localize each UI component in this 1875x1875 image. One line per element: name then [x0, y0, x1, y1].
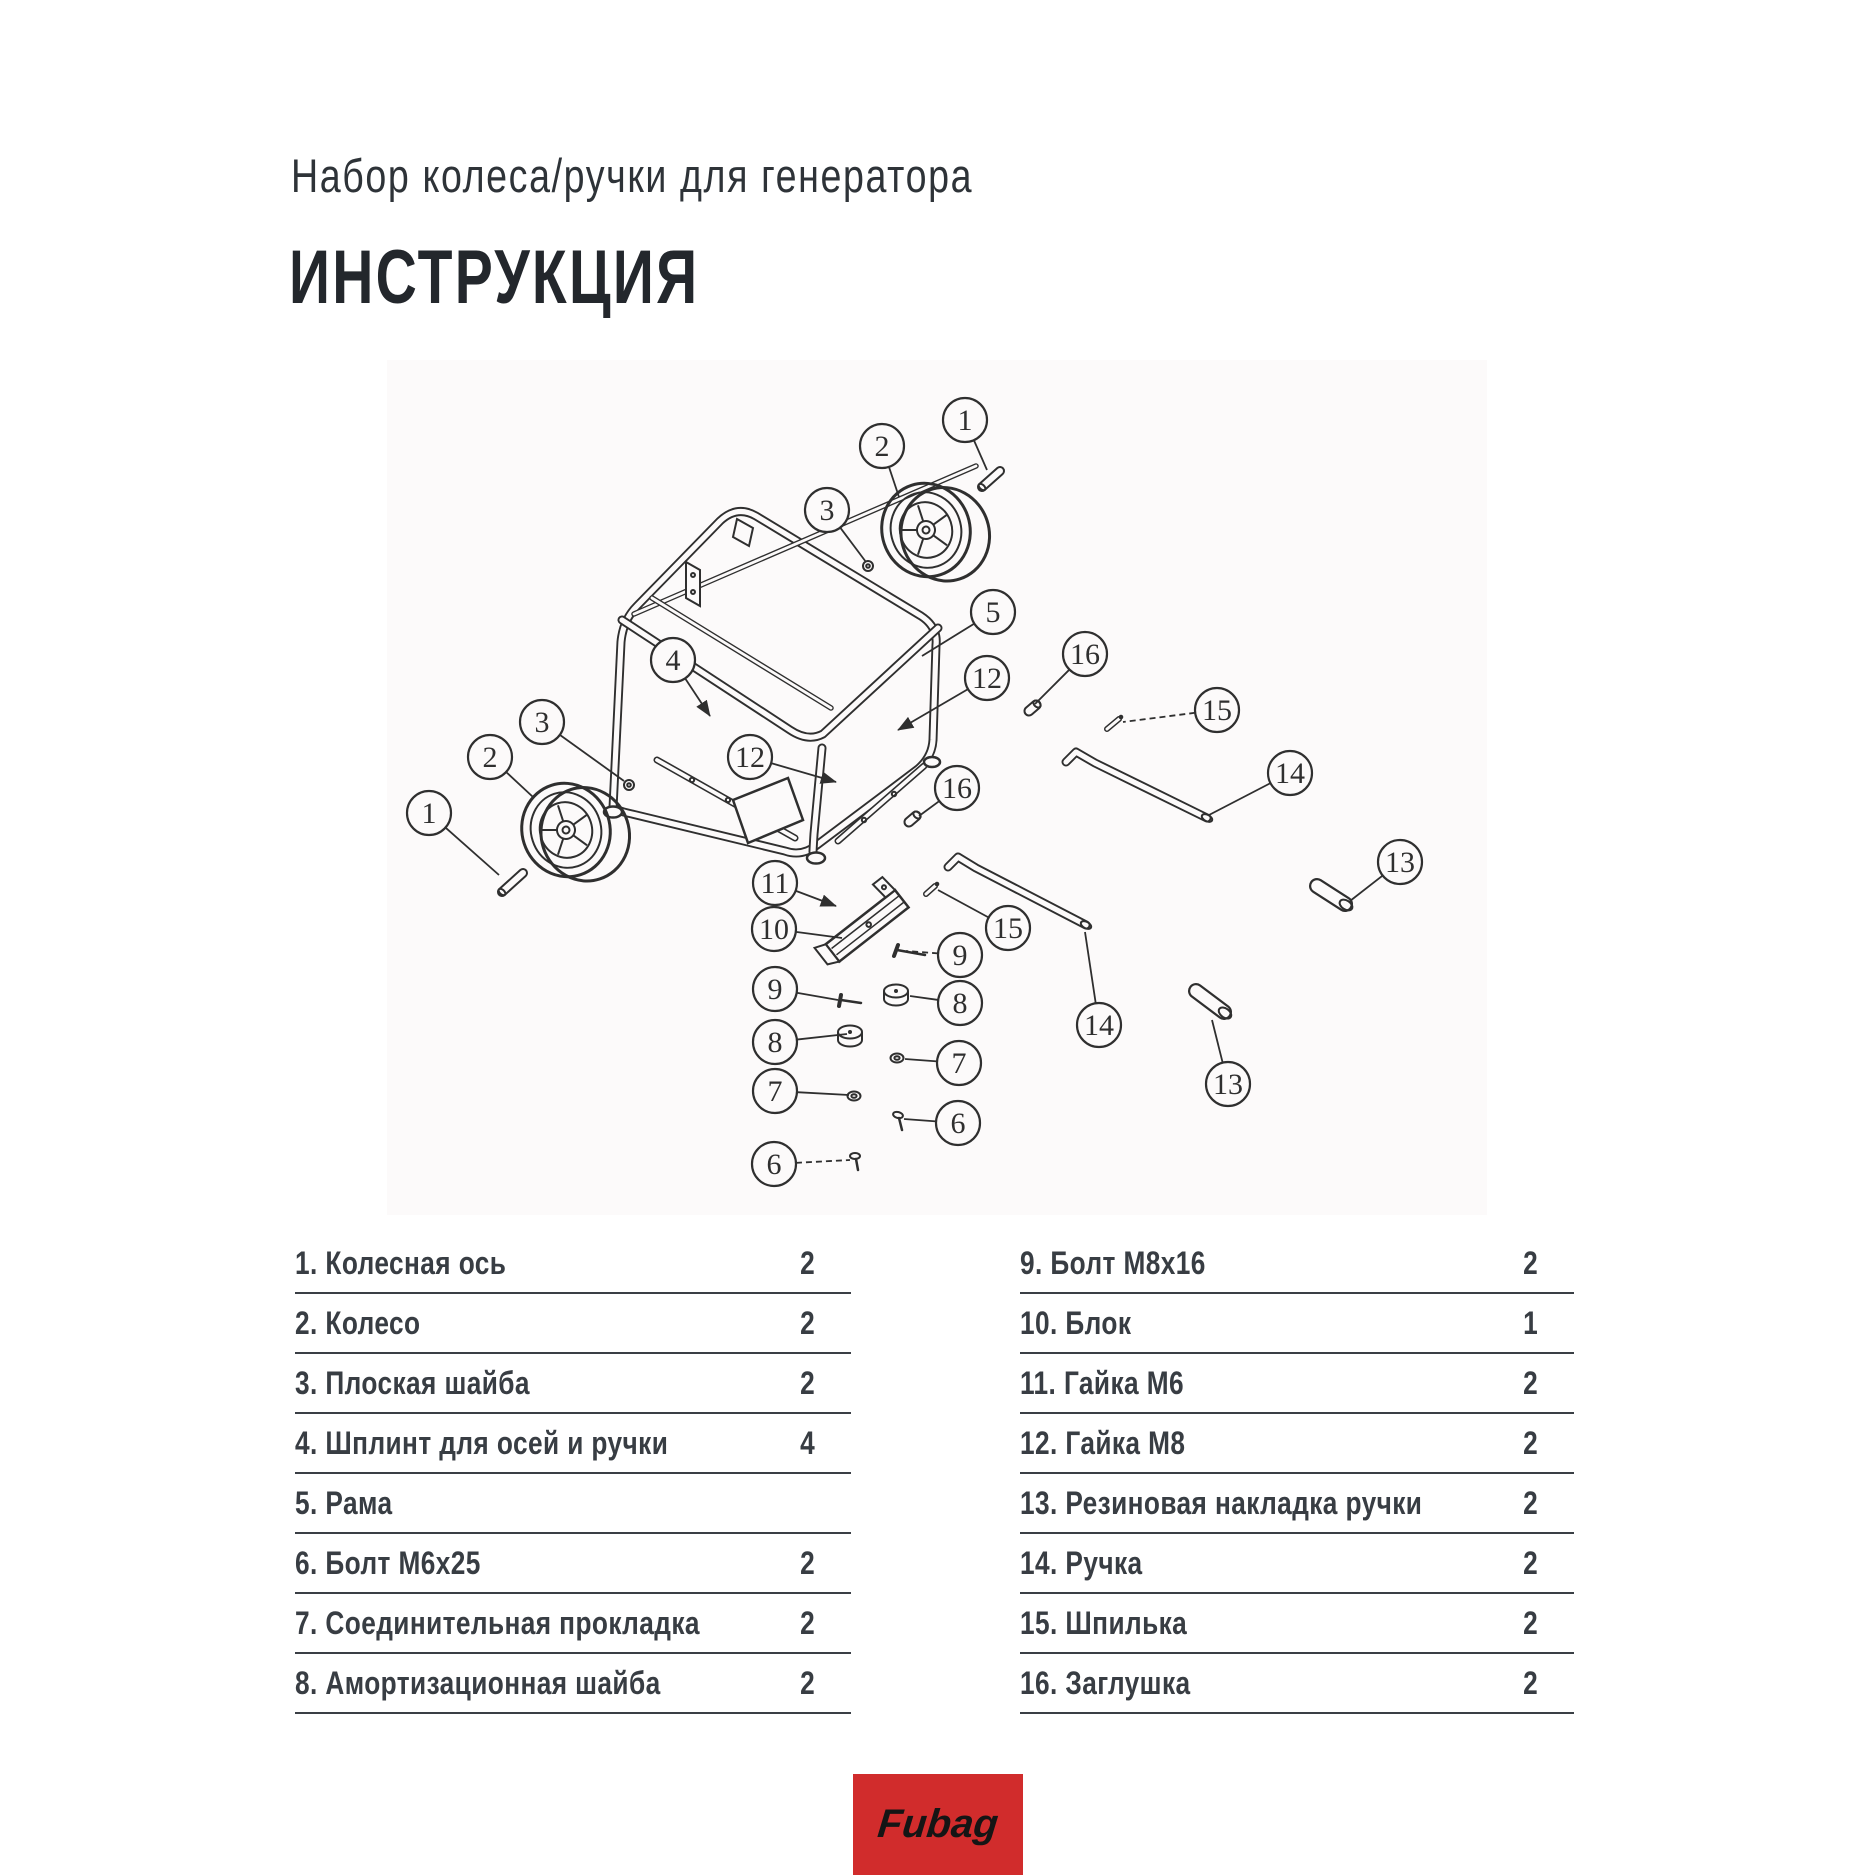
part-qty: 2: [800, 1364, 815, 1401]
svg-text:13: 13: [1385, 846, 1415, 879]
shock-washer-drawing-left: [838, 1026, 862, 1047]
gasket-drawing-left: [848, 1092, 861, 1101]
svg-text:16: 16: [942, 772, 972, 805]
part-label: 5. Рама: [295, 1484, 393, 1521]
table-row: [1020, 1474, 1574, 1534]
table-row: [295, 1654, 851, 1714]
part-qty: 2: [800, 1544, 815, 1581]
brand-logo: [853, 1774, 1023, 1875]
table-row: [1020, 1294, 1574, 1354]
svg-text:16: 16: [1070, 638, 1100, 671]
table-row: [295, 1534, 851, 1594]
part-qty: 2: [1523, 1244, 1538, 1281]
svg-text:6: 6: [766, 1148, 782, 1181]
part-qty: 2: [1523, 1484, 1538, 1521]
part-label: 14. Ручка: [1020, 1544, 1143, 1581]
callout-11: [753, 861, 836, 906]
part-qty: 2: [1523, 1544, 1538, 1581]
svg-text:3: 3: [819, 494, 835, 527]
svg-text:8: 8: [767, 1026, 783, 1059]
svg-text:6: 6: [950, 1107, 966, 1140]
callout-8: [910, 981, 982, 1025]
svg-text:2: 2: [482, 741, 498, 774]
callout-12: [898, 656, 1009, 730]
table-row: [295, 1234, 851, 1294]
part-qty: 2: [1523, 1664, 1538, 1701]
callout-13: [1350, 840, 1422, 901]
part-label: 8. Амортизационная шайба: [295, 1664, 661, 1701]
svg-text:14: 14: [1084, 1009, 1114, 1042]
callout-1: [943, 398, 987, 470]
parts-table-left: [295, 1234, 851, 1714]
callout-9: [906, 933, 982, 977]
stud-drawing-upper: [1107, 715, 1123, 729]
part-label: 1. Колесная ось: [295, 1244, 507, 1281]
part-label: 16. Заглушка: [1020, 1664, 1191, 1701]
svg-text:3: 3: [534, 706, 550, 739]
callout-6: [752, 1142, 850, 1186]
table-row: [295, 1594, 851, 1654]
bolt-m6-drawing-left: [850, 1153, 860, 1170]
part-label: 15. Шпилька: [1020, 1604, 1188, 1641]
svg-text:13: 13: [1213, 1068, 1243, 1101]
callout-16: [1035, 632, 1107, 704]
svg-text:7: 7: [767, 1075, 783, 1108]
axle-pin-drawing-left: [497, 873, 523, 896]
table-row: [1020, 1594, 1574, 1654]
gasket-drawing-right: [891, 1054, 904, 1063]
svg-text:10: 10: [759, 913, 789, 946]
callout-15: [1123, 688, 1239, 732]
table-row: [1020, 1354, 1574, 1414]
flat-washer-drawing-left: [624, 780, 634, 790]
svg-text:15: 15: [1202, 694, 1232, 727]
callout-2: [468, 735, 533, 797]
bolt-m6-drawing-right: [892, 1111, 903, 1130]
part-label: 6. Болт M6x25: [295, 1544, 481, 1581]
callout-14: [1077, 932, 1121, 1047]
exploded-diagram-svg: [387, 360, 1487, 1215]
part-qty: 2: [800, 1664, 815, 1701]
table-row: [1020, 1234, 1574, 1294]
callout-8: [753, 1020, 847, 1064]
callout-6: [904, 1101, 980, 1145]
table-row: [295, 1294, 851, 1354]
part-qty: 1: [1523, 1304, 1538, 1341]
rubber-grip-drawing-right: [1317, 886, 1354, 913]
callout-1: [407, 791, 499, 875]
svg-text:4: 4: [665, 644, 681, 677]
svg-text:9: 9: [767, 973, 783, 1006]
callout-7: [753, 1069, 849, 1113]
callout-7: [905, 1041, 981, 1085]
svg-text:12: 12: [735, 741, 765, 774]
table-row: [1020, 1654, 1574, 1714]
part-label: 10. Блок: [1020, 1304, 1132, 1341]
part-label: 7. Соединительная прокладка: [295, 1604, 700, 1641]
part-label: 3. Плоская шайба: [295, 1364, 530, 1401]
callout-9: [753, 967, 838, 1011]
callout-16: [919, 766, 979, 816]
svg-text:14: 14: [1275, 757, 1305, 790]
svg-text:15: 15: [993, 912, 1023, 945]
svg-text:2: 2: [874, 430, 890, 463]
part-label: 12. Гайка M8: [1020, 1424, 1186, 1461]
svg-text:8: 8: [952, 987, 968, 1020]
callout-3: [520, 700, 624, 781]
axle-pin-drawing-top: [977, 471, 1000, 491]
part-qty: 2: [800, 1244, 815, 1281]
brand-logo-text: Fubag: [875, 1802, 1001, 1846]
svg-text:7: 7: [951, 1047, 967, 1080]
svg-text:11: 11: [760, 867, 790, 900]
bolt-m8-drawing-right: [894, 945, 925, 956]
part-qty: 2: [1523, 1604, 1538, 1641]
page-title: ИНСТРУКЦИЯ: [289, 235, 700, 320]
handle-drawing-upper: [1066, 752, 1213, 823]
part-label: 11. Гайка M6: [1020, 1364, 1184, 1401]
part-label: 4. Шплинт для осей и ручки: [295, 1424, 669, 1461]
svg-text:1: 1: [957, 404, 973, 437]
cap-drawing-upper: [1029, 699, 1042, 711]
svg-text:5: 5: [985, 596, 1001, 629]
part-label: 2. Колесо: [295, 1304, 421, 1341]
svg-text:12: 12: [972, 662, 1002, 695]
table-row: [1020, 1534, 1574, 1594]
bolt-m8-drawing-left: [839, 995, 861, 1006]
part-qty: 2: [1523, 1424, 1538, 1461]
parts-table-right: [1020, 1234, 1574, 1714]
part-qty: 2: [800, 1604, 815, 1641]
table-row: [295, 1354, 851, 1414]
flat-washer-drawing-top: [863, 561, 873, 571]
callout-2: [860, 424, 904, 497]
exploded-diagram: [387, 360, 1487, 1215]
callout-14: [1209, 751, 1312, 815]
stud-drawing-lower: [926, 882, 939, 894]
callout-13: [1206, 1020, 1250, 1106]
part-qty: 4: [800, 1424, 815, 1461]
table-row: [295, 1414, 851, 1474]
table-row: [1020, 1414, 1574, 1474]
svg-text:9: 9: [952, 939, 968, 972]
shock-washer-drawing-right: [884, 985, 908, 1006]
wheel-drawing-left: [510, 766, 642, 897]
rubber-grip-drawing-lower: [1196, 991, 1233, 1021]
part-label: 9. Болт M8x16: [1020, 1244, 1206, 1281]
page-subtitle: Набор колеса/ручки для генератора: [291, 149, 974, 202]
table-row: [295, 1474, 851, 1534]
part-label: 13. Резиновая накладка ручки: [1020, 1484, 1423, 1521]
part-qty: 2: [1523, 1364, 1538, 1401]
svg-text:1: 1: [421, 797, 437, 830]
part-qty: 2: [800, 1304, 815, 1341]
